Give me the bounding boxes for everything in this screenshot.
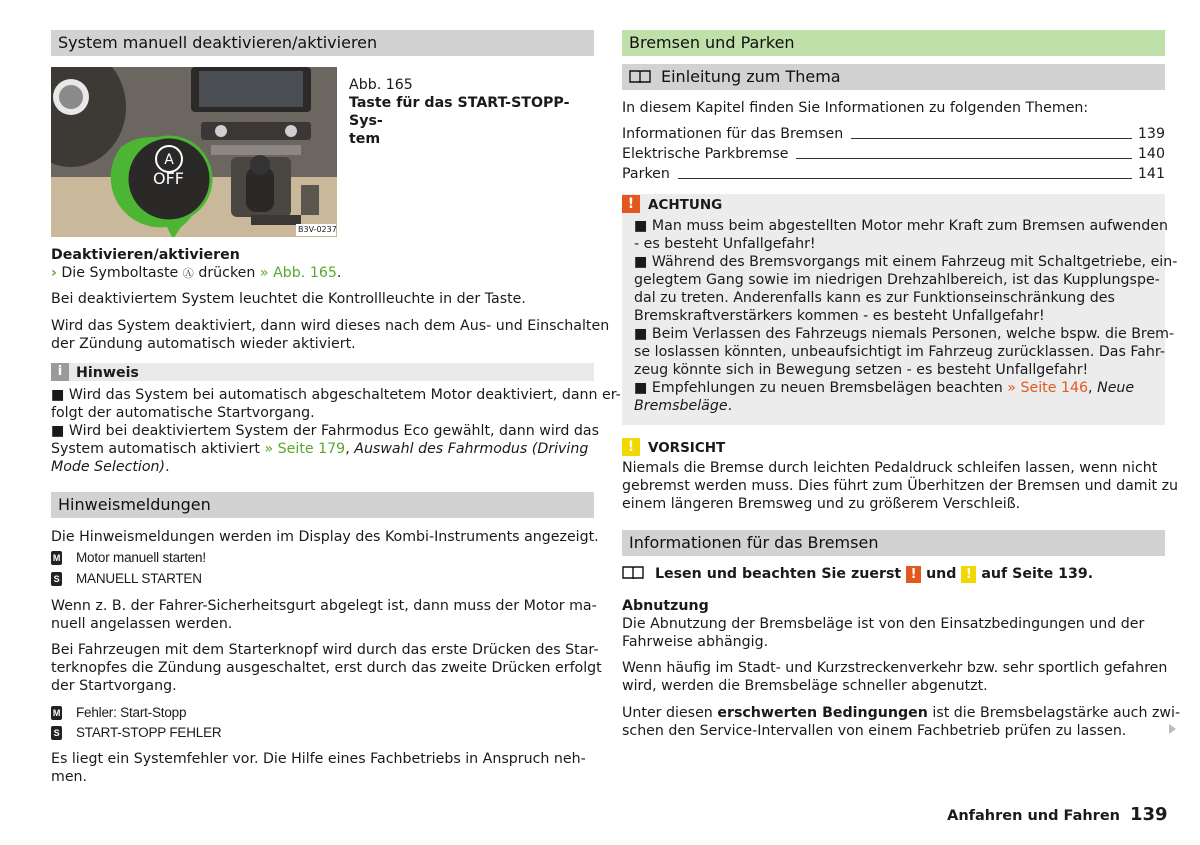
hinweis-b2-italic2: Mode Selection) — [51, 459, 166, 475]
abn-p2-l1: Wenn häufig im Stadt- und Kurzstreckenverkehr bzw. sehr sportlich gefahren — [622, 660, 1168, 676]
read-pre: Lesen und beachten Sie zuerst — [654, 566, 902, 582]
achtung-line: gelegtem Gang sowie im niedrigen Drehzahlbereich, ist das Kupplungspe- — [634, 272, 1160, 288]
section-title-informationen-bremsen: Informationen für das Bremsen — [622, 530, 1165, 556]
hm-p2-l1: Wenn z. B. der Fahrer-Sicherheitsgurt abgelegt ist, dann muss der Motor ma- — [51, 598, 597, 614]
continue-arrow-icon — [1169, 724, 1176, 734]
comma: , — [345, 441, 350, 457]
chapter-title: Bremsen und Parken — [622, 30, 1165, 56]
hm-intro: Die Hinweismeldungen werden im Display des Kombi-Instruments angezeigt. — [51, 529, 599, 545]
vorsicht-icon: ! — [622, 438, 640, 456]
figure-start-stop-button — [51, 67, 337, 237]
msg1-text: Motor manuell starten! — [76, 550, 206, 565]
achtung-italic1: Neue — [1097, 380, 1135, 396]
hm-p2-l2: nuell angelassen werden. — [51, 616, 233, 632]
msg-tag-m: M — [52, 553, 61, 564]
dashboard-illustration — [51, 67, 337, 237]
toc-row[interactable] — [622, 165, 1165, 185]
achtung-box — [622, 194, 1178, 425]
hinweis-b1-l2: folgt der automatische Startvorgang. — [51, 405, 315, 421]
intro-title-bar — [622, 64, 1165, 90]
achtung-last-line2 — [634, 397, 732, 415]
hinweis-b1-l1: ■ Wird das System bei automatisch abgeschaltetem Motor deaktiviert, dann er- — [51, 387, 621, 403]
abn-p1-l2: Fahrweise abhängig. — [622, 634, 769, 650]
figure-button-label: OFF — [153, 169, 184, 188]
deactivate-heading: Deaktivieren/aktivieren — [51, 247, 240, 263]
step-end: . — [336, 265, 342, 281]
hinweis-title: Hinweis — [76, 365, 139, 381]
para-kontrollleuchte: Bei deaktiviertem System leuchtet die Kontrollleuchte in der Taste. — [51, 291, 526, 307]
link-seite-146[interactable]: » Seite 146 — [1007, 380, 1089, 396]
abnutzung-heading: Abnutzung — [622, 598, 709, 614]
achtung-line: Bremskraftverstärkers kommen - es besteht Unfallgefahr! — [634, 308, 1045, 324]
hm-p4-l2: men. — [51, 769, 88, 785]
vorsicht-line: gebremst werden muss. Dies führt zum Überhitzen der Bremsen und damit zu — [622, 478, 1179, 494]
msg2-text: MANUELL STARTEN — [76, 571, 202, 586]
footer-page-number: 139 — [1130, 804, 1168, 825]
step-text-pre: Die Symboltaste — [61, 265, 179, 281]
msg-manuell-starten — [51, 570, 202, 588]
figure-image-code: B3V-0237 — [298, 225, 337, 234]
link-abb-165[interactable]: » Abb. 165 — [259, 265, 337, 281]
achtung-title: ACHTUNG — [648, 197, 723, 213]
intro-text: In diesem Kapitel finden Sie Informationen zu folgenden Themen: — [622, 100, 1089, 116]
msg-tag-s: S — [51, 572, 62, 586]
right-column — [622, 0, 1181, 845]
para-deaktiviert-l1: Wird das System deaktiviert, dann wird dieses nach dem Aus- und Einschalten — [51, 318, 610, 334]
abn-p3-l2: schen den Service-Intervallen von einem Fachbetrieb prüfen zu lassen. — [622, 723, 1127, 739]
achtung-end: . — [727, 398, 733, 414]
msg4-text: START-STOPP FEHLER — [76, 725, 222, 740]
book-icon — [622, 565, 644, 583]
hm-p3-l2: terknopfes die Zündung ausgeschaltet, erst durch das zweite Drücken erfolgt — [51, 660, 602, 676]
vorsicht-title: VORSICHT — [648, 440, 726, 456]
read-post: auf Seite 139. — [981, 566, 1094, 582]
achtung-icon: ! — [622, 195, 640, 213]
toc-page: 140 — [1132, 145, 1165, 163]
achtung-line: - es besteht Unfallgefahr! — [634, 236, 816, 252]
abn-p3-bold: erschwerten Bedingungen — [717, 705, 928, 721]
msg3-text: Fehler: Start-Stopp — [76, 705, 187, 720]
link-seite-179[interactable]: » Seite 179 — [264, 441, 346, 457]
toc-row[interactable] — [622, 145, 1165, 165]
figure-number: Abb. 165 — [349, 77, 413, 93]
info-icon: i — [51, 363, 69, 381]
toc-row[interactable] — [622, 125, 1165, 145]
read-first-line — [622, 565, 1093, 583]
hinweis-b2-end: . — [165, 459, 170, 475]
book-icon — [629, 64, 651, 90]
toc-label: Elektrische Parkbremse — [622, 145, 796, 163]
hinweis-b2-l2 — [51, 440, 588, 458]
achtung-last-line — [634, 379, 1134, 397]
abn-p3-pre: Unter diesen — [622, 705, 713, 721]
abn-p1-l1: Die Abnutzung der Bremsbeläge ist von den Einsatzbedingungen und der — [622, 616, 1145, 632]
achtung-line: ■ Man muss beim abgestellten Motor mehr Kraft zum Bremsen aufwenden — [634, 218, 1168, 234]
deactivate-step — [51, 264, 341, 283]
achtung-line: ■ Während des Bremsvorgangs mit einem Fahrzeug mit Schaltgetriebe, ein- — [634, 254, 1178, 270]
left-column — [51, 0, 621, 845]
hm-p3-l3: der Startvorgang. — [51, 678, 177, 694]
auto-start-stop-icon: Ⓐ — [182, 267, 194, 280]
msg-tag-m: M — [52, 708, 61, 719]
step-text-post: drücken — [198, 265, 256, 281]
msg-motor-manuell — [51, 549, 206, 567]
step-arrow: › — [51, 265, 57, 281]
section-title-hinweismeldungen: Hinweismeldungen — [51, 492, 594, 518]
read-mid: und — [926, 566, 957, 582]
hm-p4-l1: Es liegt ein Systemfehler vor. Die Hilfe eines Fachbetriebs in Anspruch neh- — [51, 751, 586, 767]
toc-label: Parken — [622, 165, 678, 183]
section-title-system-manuell: System manuell deaktivieren/aktivieren — [51, 30, 594, 56]
footer-section: Anfahren und Fahren — [947, 808, 1120, 824]
hm-p3-l1: Bei Fahrzeugen mit dem Starterknopf wird durch das erste Drücken des Star- — [51, 642, 599, 658]
achtung-line: zeug könnte sich in Bewegung setzen - es besteht Unfallgefahr! — [634, 362, 1089, 378]
achtung-line: dal zu treten. Anderenfalls kann es zur Funktionseinschränkung des — [634, 290, 1115, 306]
achtung-line: se loslassen könnten, unbeaufsichtigt im Fahrzeug zurücklassen. Das Fahr- — [634, 344, 1165, 360]
achtung-line: ■ Beim Verlassen des Fahrzeugs niemals Personen, welche bspw. die Brem- — [634, 326, 1175, 342]
abn-p2-l2: wird, werden die Bremsbeläge schneller abgenutzt. — [622, 678, 988, 694]
msg-start-stopp-fehler — [51, 724, 221, 742]
achtung-italic2: Bremsbeläge — [634, 398, 728, 414]
msg-tag-s: S — [51, 726, 62, 740]
figure-caption: Taste für das START-STOPP-Sys- tem — [349, 95, 570, 147]
hinweis-b2-text: System automatisch aktiviert — [51, 441, 260, 457]
intro-title: Einleitung zum Thema — [661, 67, 841, 86]
toc-page: 139 — [1132, 125, 1165, 143]
vorsicht-small-icon: ! — [961, 566, 976, 583]
msg-fehler-start-stopp — [51, 704, 186, 722]
hinweis-b2-italic1: Auswahl des Fahrmodus (Driving — [354, 441, 589, 457]
toc-label: Informationen für das Bremsen — [622, 125, 851, 143]
abn-p3-post: ist die Bremsbelagstärke auch zwi- — [932, 705, 1181, 721]
toc-leader — [622, 178, 1165, 179]
hinweis-box — [51, 362, 621, 476]
achtung-small-icon: ! — [906, 566, 921, 583]
comma: , — [1088, 380, 1093, 396]
abn-p3-l1 — [622, 704, 1180, 722]
vorsicht-line: einem längeren Bremsweg und zu größerem Verschleiß. — [622, 496, 1021, 512]
svg-text:A: A — [164, 152, 174, 168]
toc-page: 141 — [1132, 165, 1165, 183]
hinweis-b2-l1: ■ Wird bei deaktiviertem System der Fahrmodus Eco gewählt, dann wird das — [51, 423, 599, 439]
hinweis-b2-l3 — [51, 458, 170, 476]
vorsicht-line: Niemals die Bremse durch leichten Pedaldruck schleifen lassen, wenn nicht — [622, 460, 1158, 476]
para-deaktiviert-l2: der Zündung automatisch wieder aktiviert. — [51, 336, 356, 352]
achtung-last-text: ■ Empfehlungen zu neuen Bremsbelägen beachten — [634, 380, 1003, 396]
